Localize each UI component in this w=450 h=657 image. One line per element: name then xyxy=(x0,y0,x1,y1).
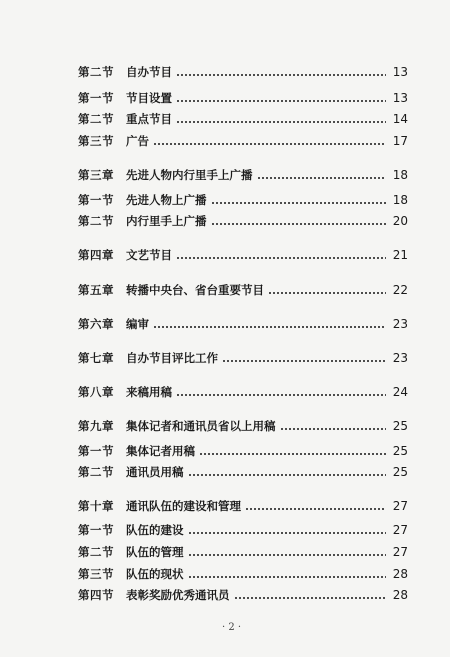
dot-leader xyxy=(245,508,386,510)
toc-entry-label: 第六章 xyxy=(78,317,114,331)
toc-entry-label: 第二节 xyxy=(78,465,114,479)
toc-entry-title: 队伍的建设 xyxy=(126,523,184,537)
dot-leader xyxy=(176,100,386,102)
toc-entry-label: 第三章 xyxy=(78,168,114,182)
toc-entry[interactable] xyxy=(78,587,408,603)
toc-entry-label: 第一节 xyxy=(78,193,114,207)
toc-entry[interactable] xyxy=(78,167,408,183)
toc-entry-page: 28 xyxy=(392,567,408,581)
toc-entry-title: 文艺节目 xyxy=(126,248,172,262)
toc-entry-label: 第十章 xyxy=(78,499,114,513)
dot-leader xyxy=(188,474,387,476)
toc-entry-page: 17 xyxy=(392,134,408,148)
toc-entry-page: 21 xyxy=(392,248,408,262)
toc-entry-page: 22 xyxy=(392,283,408,297)
toc-entry-page: 13 xyxy=(392,91,408,105)
toc-entry-label: 第四章 xyxy=(78,248,114,262)
dot-leader xyxy=(257,177,387,179)
dot-leader xyxy=(211,202,387,204)
toc-entry-page: 24 xyxy=(392,385,408,399)
toc-entry-page: 27 xyxy=(392,523,408,537)
dot-leader xyxy=(176,394,386,396)
toc-entry-page: 18 xyxy=(392,168,408,182)
toc-entry-title: 自办节目 xyxy=(126,65,172,79)
dot-leader xyxy=(268,292,386,294)
toc-entry-label: 第四节 xyxy=(78,588,114,602)
toc-entry-page: 18 xyxy=(392,193,408,207)
dot-leader xyxy=(280,428,387,430)
toc-entry-title: 转播中央台、省台重要节目 xyxy=(126,283,264,297)
toc-entry-title: 编审 xyxy=(126,317,149,331)
toc-entry-label: 第八章 xyxy=(78,385,114,399)
toc-entry[interactable] xyxy=(78,213,408,229)
toc-entry-title: 自办节目评比工作 xyxy=(126,351,218,365)
toc-entry[interactable] xyxy=(78,64,408,80)
toc-entry-title: 先进人物内行里手上广播 xyxy=(126,168,253,182)
toc-entry-label: 第九章 xyxy=(78,419,114,433)
toc-entry[interactable] xyxy=(78,544,408,560)
dot-leader xyxy=(234,597,387,599)
toc-entry-title: 表彰奖励优秀通讯员 xyxy=(126,588,230,602)
toc-entry-label: 第一节 xyxy=(78,444,114,458)
dot-leader xyxy=(176,74,386,76)
toc-entry-label: 第二节 xyxy=(78,65,114,79)
dot-leader xyxy=(222,360,386,362)
toc-entry-title: 队伍的现状 xyxy=(126,567,184,581)
toc-entry[interactable] xyxy=(78,282,408,298)
toc-entry-title: 来稿用稿 xyxy=(126,385,172,399)
dot-leader xyxy=(188,576,387,578)
toc-entry-title: 通讯员用稿 xyxy=(126,465,184,479)
toc-entry-label: 第五章 xyxy=(78,283,114,297)
toc-entry-label: 第三节 xyxy=(78,134,114,148)
dot-leader xyxy=(188,554,387,556)
toc-entry-label: 第二节 xyxy=(78,214,114,228)
toc-entry-page: 20 xyxy=(392,214,408,228)
toc-entry-title: 集体记者和通讯员省以上用稿 xyxy=(126,419,276,433)
toc-entry-page: 25 xyxy=(392,419,408,433)
dot-leader xyxy=(211,223,387,225)
toc-entry-label: 第一节 xyxy=(78,91,114,105)
toc-entry[interactable] xyxy=(78,133,408,149)
toc-entry-page: 13 xyxy=(392,65,408,79)
toc-entry-title: 重点节目 xyxy=(126,112,172,126)
toc-entry-page: 25 xyxy=(392,444,408,458)
toc-entry-title: 队伍的管理 xyxy=(126,545,184,559)
toc-entry-page: 27 xyxy=(392,545,408,559)
toc-entry-title: 节目设置 xyxy=(126,91,172,105)
toc-entry[interactable] xyxy=(78,498,408,514)
toc-entry[interactable] xyxy=(78,566,408,582)
toc-entry[interactable] xyxy=(78,316,408,332)
dot-leader xyxy=(188,532,387,534)
toc-entry[interactable] xyxy=(78,464,408,480)
toc-entry-title: 集体记者用稿 xyxy=(126,444,195,458)
dot-leader xyxy=(153,143,386,145)
toc-entry[interactable] xyxy=(78,111,408,127)
toc-entry[interactable] xyxy=(78,247,408,263)
toc-entry-page: 27 xyxy=(392,499,408,513)
toc-entry-title: 先进人物上广播 xyxy=(126,193,207,207)
toc-entry-page: 14 xyxy=(392,112,408,126)
toc-entry-title: 通讯队伍的建设和管理 xyxy=(126,499,241,513)
toc-entry[interactable] xyxy=(78,522,408,538)
page-folio: · 2 · xyxy=(222,622,242,633)
dot-leader xyxy=(176,121,386,123)
toc-entry-label: 第二节 xyxy=(78,545,114,559)
dot-leader xyxy=(153,326,386,328)
toc-entry-title: 广告 xyxy=(126,134,149,148)
toc-entry-page: 25 xyxy=(392,465,408,479)
toc-entry-label: 第二节 xyxy=(78,112,114,126)
toc-entry-page: 23 xyxy=(392,351,408,365)
dot-leader xyxy=(199,453,386,455)
toc-entry[interactable] xyxy=(78,384,408,400)
dot-leader xyxy=(176,257,386,259)
toc-entry[interactable] xyxy=(78,192,408,208)
toc-entry[interactable] xyxy=(78,418,408,434)
table-of-contents xyxy=(78,0,408,657)
toc-entry-label: 第一节 xyxy=(78,523,114,537)
toc-entry-page: 23 xyxy=(392,317,408,331)
toc-entry[interactable] xyxy=(78,350,408,366)
toc-entry-label: 第七章 xyxy=(78,351,114,365)
toc-entry[interactable] xyxy=(78,90,408,106)
toc-entry-label: 第三节 xyxy=(78,567,114,581)
toc-entry-page: 28 xyxy=(392,588,408,602)
toc-entry[interactable] xyxy=(78,443,408,459)
toc-entry-title: 内行里手上广播 xyxy=(126,214,207,228)
